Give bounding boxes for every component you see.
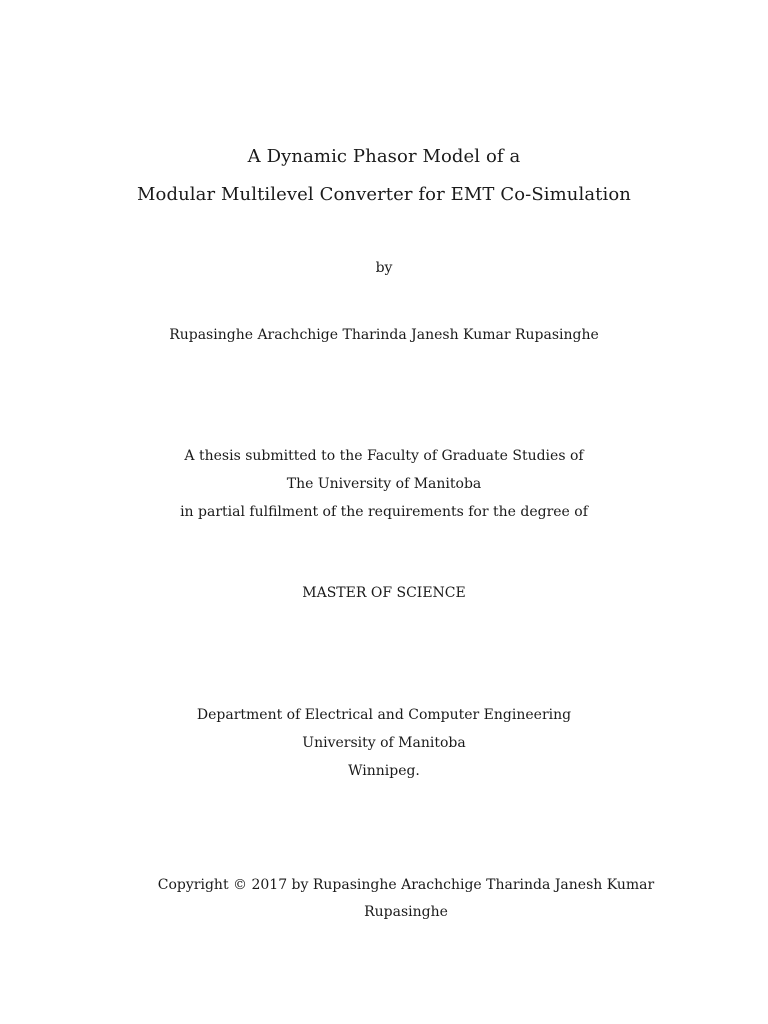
thesis-title-line-2: Modular Multilevel Converter for EMT Co-Simulation [137,184,631,205]
university-name: University of Manitoba [302,735,466,751]
thesis-title-line-1: A Dynamic Phasor Model of a [247,146,521,167]
submission-line-3: in partial fulfilment of the requirements for the degree of [180,504,588,520]
submission-line-2: The University of Manitoba [286,476,482,492]
city-name: Winnipeg. [348,763,420,779]
submission-line-1: A thesis submitted to the Faculty of Graduate Studies of [184,448,584,464]
copyright-line-2: Rupasinghe [364,904,448,920]
author-name: Rupasinghe Arachchige Tharinda Janesh Kumar Rupasinghe [169,327,599,343]
degree-name: MASTER OF SCIENCE [302,585,466,601]
by-label: by [375,260,393,276]
department-name: Department of Electrical and Computer Engineering [196,707,572,723]
copyright-notice [150,872,662,926]
copyright-line-1: Copyright © 2017 by Rupasinghe Arachchige Tharinda Janesh Kumar [157,877,655,893]
